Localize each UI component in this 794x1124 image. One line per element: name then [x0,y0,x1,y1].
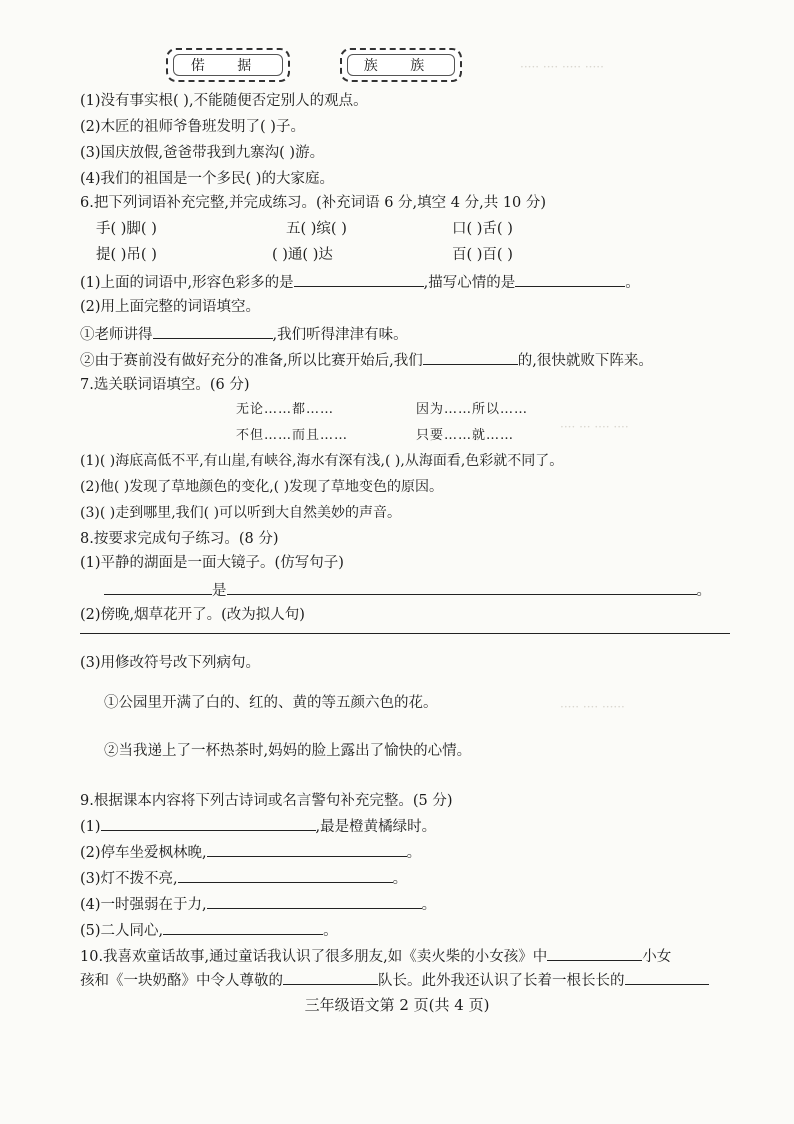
q7-sentence-2: (2)他( )发现了草地颜色的变化,( )发现了草地变色的原因。 [80,479,444,495]
q6-word-5: ( )通( )达 [272,247,333,263]
q10-line-1: 10.我喜欢童话故事,通过童话我认识了很多朋友,如《卖火柴的小女孩》中 小女 [80,944,671,968]
answer-blank[interactable] [547,944,642,961]
answer-blank[interactable] [423,348,518,365]
q7-option-4: 只要……就…… [416,428,515,443]
q5-item-1: (1)没有事实根( ),不能随便否定别人的观点。 [80,93,368,109]
answer-blank[interactable] [163,918,323,935]
answer-line[interactable] [80,617,730,634]
answer-blank[interactable] [207,840,407,857]
q6-word-2: 五( )缤( ) [286,221,347,237]
q6-word-6: 百( )百( ) [452,247,513,263]
word-box-1: 偌 据 [166,48,290,82]
answer-blank[interactable] [153,322,273,339]
q6-word-3: 口( )舌( ) [452,221,513,237]
q6-sentence-2: ②由于赛前没有做好充分的准备,所以比赛开始后,我们 的,很快就败下阵来。 [80,348,653,372]
answer-blank[interactable] [101,814,316,831]
q8-title: 8.按要求完成句子练习。(8 分) [80,531,279,547]
q6-sub-2: (2)用上面完整的词语填空。 [80,299,261,315]
answer-blank[interactable] [104,578,212,595]
q7-sentence-3: (3)( )走到哪里,我们( )可以听到大自然美妙的声音。 [80,505,402,521]
q7-option-3: 不但……而且…… [236,428,349,443]
answer-blank[interactable] [294,270,424,287]
q9-item-2: (2)停车坐爱枫林晚, 。 [80,840,421,864]
answer-blank[interactable] [178,866,393,883]
answer-blank[interactable] [227,578,697,595]
q9-title: 9.根据课本内容将下列古诗词或名言警句补充完整。(5 分) [80,793,453,809]
page-footer: 三年级语文第 2 页(共 4 页) [304,996,490,1014]
q6-title: 6.把下列词语补充完整,并完成练习。(补充词语 6 分,填空 4 分,共 10 分) [80,195,547,211]
word-box-2: 族 族 [340,48,462,82]
bleed-through-text: ····· ···· ······ [560,700,625,714]
q7-option-1: 无论……都…… [236,402,335,417]
q5-item-4: (4)我们的祖国是一个多民( )的大家庭。 [80,171,334,187]
bleed-through-text: ···· ··· ···· ···· [560,420,629,434]
q9-item-4: (4)一时强弱在于力, 。 [80,892,436,916]
q9-item-1: (1) ,最是橙黄橘绿时。 [80,814,436,838]
q5-item-2: (2)木匠的祖师爷鲁班发明了( )子。 [80,119,305,135]
q7-title: 7.选关联词语填空。(6 分) [80,377,250,393]
q8-sick-sentence-2: ②当我递上了一杯热茶时,妈妈的脸上露出了愉快的心情。 [104,743,472,759]
answer-blank[interactable] [515,270,625,287]
q6-word-4: 提( )吊( ) [96,247,157,263]
answer-blank[interactable] [625,968,709,985]
q9-item-3: (3)灯不拨不亮, 。 [80,866,407,890]
q5-item-3: (3)国庆放假,爸爸带我到九寨沟( )游。 [80,145,325,161]
q7-sentence-1: (1)( )海底高低不平,有山崖,有峡谷,海水有深有浅,( ),从海面看,色彩就不同了。 [80,453,564,469]
q9-item-5: (5)二人同心, 。 [80,918,338,942]
q7-option-2: 因为……所以…… [416,402,529,417]
q6-word-1: 手( )脚( ) [96,221,157,237]
answer-blank[interactable] [283,968,378,985]
q8-sentence-2: (2)傍晚,烟草花开了。(改为拟人句) [80,607,305,623]
q8-imitate-line: 是 。 [104,578,711,602]
q8-sentence-3: (3)用修改符号改下列病句。 [80,655,261,671]
q8-sentence-1: (1)平静的湖面是一面大镜子。(仿写句子) [80,555,344,571]
answer-blank[interactable] [207,892,422,909]
bleed-through-text: ····· ···· ····· ····· [520,60,604,74]
q6-sentence-1: ①老师讲得 ,我们听得津津有味。 [80,322,408,346]
q10-line-2: 孩和《一块奶酪》中令人尊敬的 队长。此外我还认识了长着一根长长的 [80,968,709,992]
q8-sick-sentence-1: ①公园里开满了白的、红的、黄的等五颜六色的花。 [104,695,438,711]
q6-sub-1: (1)上面的词语中,形容色彩多的是 ,描写心情的是 。 [80,270,640,294]
